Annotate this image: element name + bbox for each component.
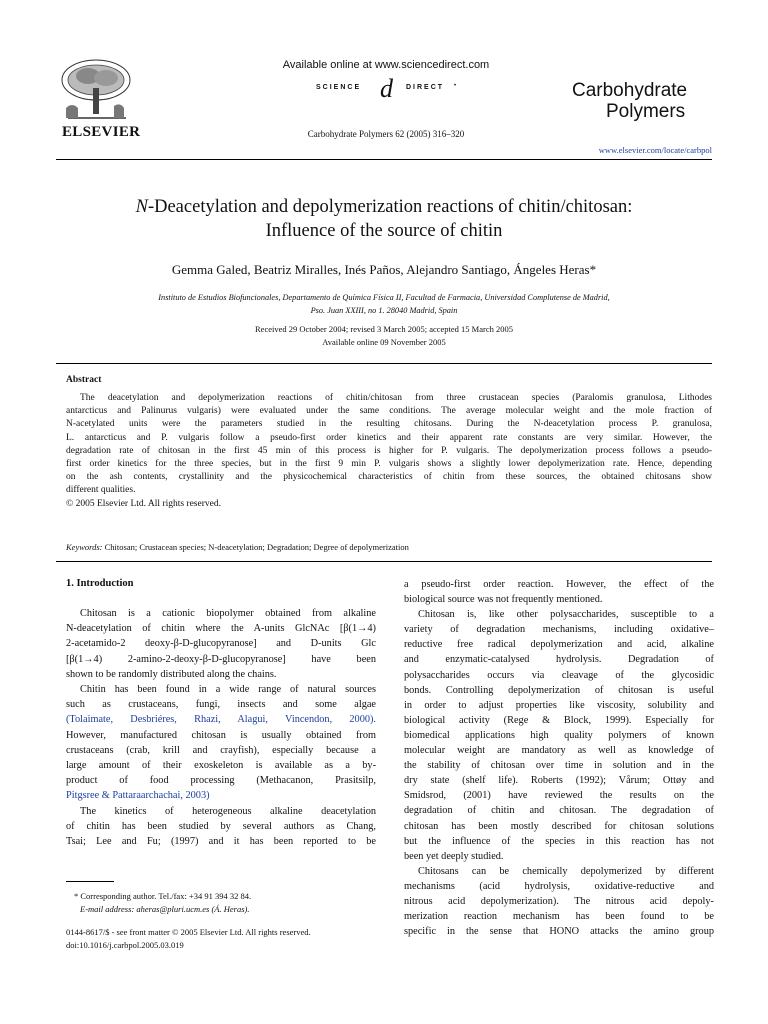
section-heading-introduction: 1. Introduction (66, 578, 134, 589)
body-line: Tsai; Lee and Fu; (1997) and it has been reported to be (66, 836, 376, 848)
header-rule (56, 159, 712, 160)
abstract-line: The deacetylation and depolymerization reactions of chitin/chitosan from three crustacean species (Paralomis granulosa, Lithodes (80, 393, 712, 403)
body-line: degradation of chitin and chitosan. The degradation of (404, 805, 714, 817)
footnote-rule (66, 881, 114, 882)
abstract-bottom-rule (56, 561, 712, 562)
affiliation-line2: Pso. Juan XXIII, no 1. 28040 Madrid, Spain (310, 306, 458, 315)
body-line: mechanisms (acid hydrolysis, oxidative-reductive and (404, 880, 714, 892)
body-line: However, manufactured chitosan is usually obtained from (66, 729, 376, 741)
sciencedirect-logo (316, 74, 466, 104)
article-title (56, 195, 712, 243)
body-line: Chitosan is, like other polysaccharides, susceptible to a (418, 609, 714, 621)
abstract-line: first order kinetics for the three species, but in the first 9 min P. vulgaris shows a slightly lower depolymerization rate. Hence, depending (66, 459, 712, 470)
dates-line1: Received 29 October 2004; revised 3 March 2005; accepted 15 March 2005 (255, 324, 513, 334)
body-line: molecular weight are mandatory as well as knowledge of (404, 745, 714, 757)
journal-name-line1: Carbohydrate (572, 80, 688, 101)
body-line: variety of degradation mechanisms, including oxidative– (404, 624, 714, 636)
journal-citation: Carbohydrate Polymers 62 (2005) 316–320 (307, 129, 465, 139)
title-italic-n: N (135, 197, 148, 217)
left-column (66, 606, 376, 849)
body-line: Chitosan is a cationic biopolymer obtained from alkaline (80, 608, 376, 619)
available-online-text: Available online at www.sciencedirect.com (282, 59, 490, 71)
body-line: been yet deeply studied. (404, 850, 504, 862)
abstract-line: degradation rate of chitosan in the first 45 min of this process is higher for P. vulgaris. The depolymerization process follows a pseudo- (66, 445, 712, 456)
body-line: biological source was not frequently mentioned. (404, 594, 603, 606)
abstract-copyright: © 2005 Elsevier Ltd. All rights reserved. (66, 498, 221, 509)
abstract-line: N-acetylated units were the parameters studied in the resulting chitosans. During the N-deacetylation process P. granulosa, (66, 419, 712, 430)
body-line: N-deacetylation of chitin where the A-units GlcNAc [β(1→4) (66, 623, 376, 635)
elsevier-tree-logo (58, 58, 136, 124)
sd-registered-mark: • (454, 83, 457, 89)
body-line: reductive free radical depolymerization and acid, alkaline (404, 639, 714, 651)
body-line: biomedical applications high quality polymers of known (404, 729, 714, 741)
body-line: and enzymatic-catalysed hydrolysis. Degradation of (404, 654, 714, 666)
body-line: specific in the sense that HONO attacks the amino group (404, 926, 714, 938)
body-line: [β(1→4) 2-amino-2-deoxy-β-D-glucopyranose] have been (66, 653, 376, 665)
doi-note: doi:10.1016/j.carbpol.2005.03.019 (66, 940, 184, 950)
body-line: The kinetics of heterogeneous alkaline deacetylation (80, 805, 376, 817)
body-line: biological activity (Rege & Block, 1999). Especially for (404, 714, 714, 726)
body-line: the stability of chitosan over time in solution and in the (404, 760, 714, 772)
abstract-line: on the ash contents, crystallinity and the physicochemical characteristics of chitin from these sources, the obtained chitosans show (66, 472, 712, 483)
sd-direct-text: DIRECT (406, 84, 445, 91)
body-line: of chitin has been studied by several authors as Chang, (66, 820, 376, 832)
article-dates (56, 323, 712, 349)
author-list: Gemma Galed, Beatriz Miralles, Inés Paños, Alejandro Santiago, Ángeles Heras* (171, 262, 597, 277)
title-line1: -Deacetylation and depolymerization reactions of chitin/chitosan: (147, 197, 633, 217)
right-column (404, 577, 714, 939)
citation-link[interactable]: (Tolaimate, Desbriéres, Rhazi, Alagui, Vincendon, 2000). (66, 714, 376, 726)
corresponding-author-note: * Corresponding author. Tel./fax: +34 91 394 32 84. (74, 891, 252, 901)
issn-note: 0144-8617/$ - see front matter © 2005 Elsevier Ltd. All rights reserved. (66, 927, 311, 937)
body-line: product of food processing (Methacanon, Prasitsilp, (66, 775, 376, 787)
body-line: Smidsrod, (2001) have reviewed the results on the (404, 790, 714, 802)
body-line: such as crustaceans, fungi, insects and some algae (66, 699, 376, 711)
abstract-top-rule (56, 363, 712, 364)
body-line: Chitin has been found in a wide range of natural sources (80, 684, 376, 696)
abstract-line: L. antarcticus and P. vulgaris follow a pseudo-first order kinetics and their apparent rate constants are very similar. However, the (66, 432, 712, 443)
body-line: chitosan has been mostly described for chitosan solutions (404, 820, 714, 832)
affiliation (56, 291, 712, 317)
email-note: E-mail address: aheras@pluri.ucm.es (Á. Heras). (80, 904, 250, 914)
keywords (66, 542, 409, 552)
citation-link[interactable]: Pitgsree & Pattaraarchachai, 2003) (66, 790, 210, 802)
tree-icon (58, 58, 136, 124)
sd-at-icon: d (380, 74, 393, 103)
affiliation-line1: Instituto de Estudios Biofuncionales, Departamento de Química Física II, Facultad de Farmacia, Universidad Complutense de Madrid, (158, 293, 610, 302)
body-line: large amount of their exoskeleton is available as a by- (66, 760, 376, 772)
journal-url-link[interactable]: www.elsevier.com/locate/carbpol (598, 145, 712, 155)
title-line2: Influence of the source of chitin (265, 221, 503, 241)
body-line: shown to be randomly distributed along the chains. (66, 668, 277, 680)
keywords-label: Keywords: (66, 542, 103, 552)
body-line: in order to adjust properties like viscosity, solubility and (404, 699, 714, 711)
body-line: a pseudo-first order reaction. However, the effect of the (404, 579, 714, 590)
keywords-text: Chitosan; Crustacean species; N-deacetylation; Degradation; Degree of depolymerization (104, 542, 409, 552)
body-line: polysaccharides occurs via cleavage of the glycosidic (404, 669, 714, 681)
abstract-heading: Abstract (66, 375, 102, 385)
journal-name-line2: Polymers (606, 101, 686, 122)
sd-science-text: SCIENCE (316, 84, 362, 91)
body-line: Chitosans can be chemically depolymerized by different (418, 865, 714, 877)
journal-name (572, 80, 732, 122)
body-line: 2-acetamido-2 deoxy-β-D-glucopyranose] and D-units Glc (66, 638, 376, 650)
body-line: bonds. Controlling depolymerization of chitosan is useful (404, 684, 714, 696)
abstract-body (66, 392, 712, 511)
body-line: crustaceans (crab, krill and crayfish), especially because a (66, 744, 376, 756)
abstract-line: antarcticus and Palinurus vulgaris) were evaluated under the same conditions. The average molecular weight and the mole fraction of (66, 406, 712, 417)
dates-line2: Available online 09 November 2005 (322, 337, 446, 347)
footnotes (66, 890, 376, 952)
body-line: but the influence of the species in this reaction has not (404, 835, 714, 847)
abstract-line: different qualities. (66, 485, 136, 496)
body-line: dry state (shelf life). Roberts (1992); Vårum; Ottøy and (404, 775, 714, 787)
body-line: nitrous acid depolymerization). The nitrous acid depoly- (404, 895, 714, 907)
elsevier-logo-text: ELSEVIER (62, 124, 141, 140)
body-line: merization reaction mechanism has been found to be (404, 911, 714, 923)
